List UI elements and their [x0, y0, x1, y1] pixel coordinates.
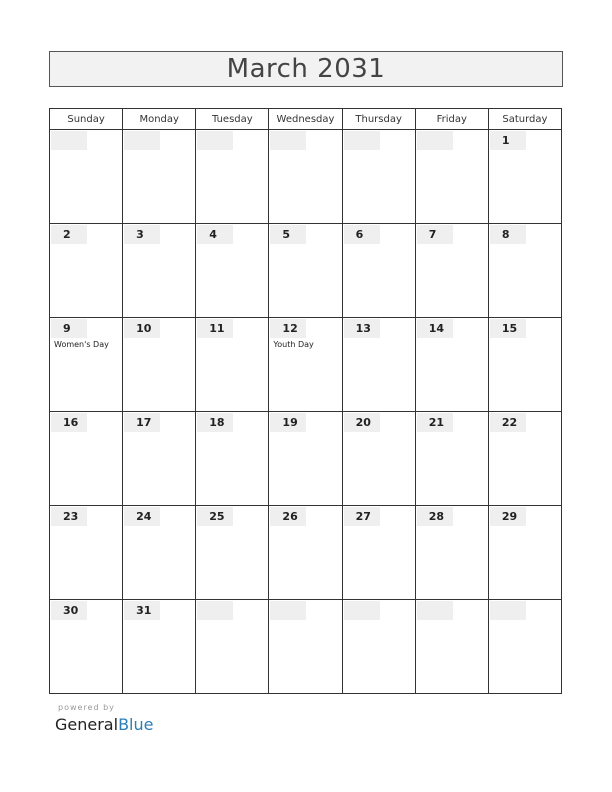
day-number: 21	[428, 416, 445, 429]
calendar-day-cell	[50, 412, 123, 506]
holiday-label: Women's Day	[54, 340, 109, 349]
day-number: 25	[209, 510, 225, 523]
day-number: 28	[428, 510, 445, 523]
calendar-day-cell	[488, 600, 561, 694]
day-number: 13	[355, 322, 371, 335]
calendar-day-cell	[123, 600, 196, 694]
calendar-body	[50, 130, 562, 694]
day-number-background	[197, 601, 233, 620]
calendar-week-row	[50, 224, 562, 318]
calendar-day-cell	[342, 130, 415, 224]
calendar-day-cell	[50, 318, 123, 412]
calendar-day-cell	[415, 130, 488, 224]
calendar-day-cell	[123, 506, 196, 600]
day-number: 8	[501, 228, 510, 241]
day-number: 14	[428, 322, 445, 335]
calendar-day-cell	[415, 224, 488, 318]
calendar-day-cell	[196, 600, 269, 694]
day-number-background	[417, 131, 453, 150]
day-number: 6	[355, 228, 364, 241]
weekday-header: Wednesday	[269, 109, 342, 130]
calendar-day-cell	[269, 130, 342, 224]
calendar-day-cell	[269, 412, 342, 506]
calendar-day-cell	[196, 412, 269, 506]
day-number: 23	[63, 510, 79, 523]
day-number: 9	[63, 322, 71, 335]
day-number: 10	[136, 322, 152, 335]
day-number: 18	[209, 416, 225, 429]
day-number: 4	[209, 228, 217, 241]
day-number: 17	[136, 416, 152, 429]
calendar-day-cell	[488, 224, 561, 318]
calendar-week-row	[50, 600, 562, 694]
day-number: 15	[501, 322, 518, 335]
calendar-day-cell	[123, 318, 196, 412]
day-number: 1	[501, 134, 510, 147]
weekday-header: Friday	[415, 109, 488, 130]
day-number: 5	[282, 228, 291, 241]
calendar-day-cell	[488, 412, 561, 506]
calendar-title-box	[49, 51, 563, 87]
day-number: 12	[282, 322, 298, 335]
calendar-day-cell	[50, 600, 123, 694]
calendar-day-cell	[342, 600, 415, 694]
calendar-day-cell	[269, 600, 342, 694]
calendar-day-cell	[123, 130, 196, 224]
calendar-day-cell	[342, 224, 415, 318]
day-number: 24	[136, 510, 152, 523]
day-number: 29	[501, 510, 518, 523]
calendar-day-cell	[488, 318, 561, 412]
weekday-header: Thursday	[342, 109, 415, 130]
calendar-day-cell	[342, 412, 415, 506]
calendar-day-cell	[488, 130, 561, 224]
calendar-week-row	[50, 318, 562, 412]
calendar-day-cell	[269, 318, 342, 412]
generalblue-logo	[55, 715, 153, 734]
day-number-background	[344, 601, 380, 620]
day-number-background	[417, 601, 453, 620]
day-number: 26	[282, 510, 298, 523]
day-number-background	[270, 601, 306, 620]
day-number-background	[490, 601, 526, 620]
calendar-title: March 2031	[226, 54, 386, 84]
weekday-header: Tuesday	[196, 109, 269, 130]
day-number: 16	[63, 416, 79, 429]
day-number: 11	[209, 322, 225, 335]
calendar-day-cell	[196, 506, 269, 600]
day-number: 7	[428, 228, 437, 241]
calendar-day-cell	[123, 224, 196, 318]
calendar-week-row	[50, 130, 562, 224]
calendar-day-cell	[269, 224, 342, 318]
powered-by-text: powered by	[58, 703, 115, 712]
calendar-day-cell	[342, 506, 415, 600]
brand-general: General	[55, 715, 119, 734]
calendar-day-cell	[415, 412, 488, 506]
day-number: 27	[355, 510, 371, 523]
calendar-day-cell	[123, 412, 196, 506]
weekday-header: Sunday	[50, 109, 123, 130]
day-number: 22	[501, 416, 518, 429]
day-number-background	[197, 131, 233, 150]
calendar-day-cell	[50, 130, 123, 224]
brand-blue: Blue	[118, 715, 154, 734]
calendar-day-cell	[196, 130, 269, 224]
day-number: 20	[355, 416, 371, 429]
weekday-header: Monday	[123, 109, 196, 130]
holiday-label: Youth Day	[273, 340, 314, 349]
calendar-day-cell	[415, 318, 488, 412]
day-number: 19	[282, 416, 298, 429]
day-number: 30	[63, 604, 79, 617]
weekday-header-row	[50, 109, 562, 130]
calendar-day-cell	[196, 318, 269, 412]
day-number-background	[344, 131, 380, 150]
day-number-background	[270, 131, 306, 150]
day-number-background	[124, 131, 160, 150]
calendar-day-cell	[415, 506, 488, 600]
day-number: 31	[136, 604, 152, 617]
day-number: 2	[63, 228, 71, 241]
calendar-day-cell	[196, 224, 269, 318]
calendar-grid	[49, 108, 562, 694]
calendar-day-cell	[50, 224, 123, 318]
calendar-day-cell	[269, 506, 342, 600]
day-number: 3	[136, 228, 144, 241]
calendar-day-cell	[50, 506, 123, 600]
calendar-week-row	[50, 506, 562, 600]
calendar-week-row	[50, 412, 562, 506]
calendar-day-cell	[342, 318, 415, 412]
calendar-day-cell	[415, 600, 488, 694]
day-number-background	[51, 131, 87, 150]
calendar-day-cell	[488, 506, 561, 600]
weekday-header: Saturday	[488, 109, 561, 130]
